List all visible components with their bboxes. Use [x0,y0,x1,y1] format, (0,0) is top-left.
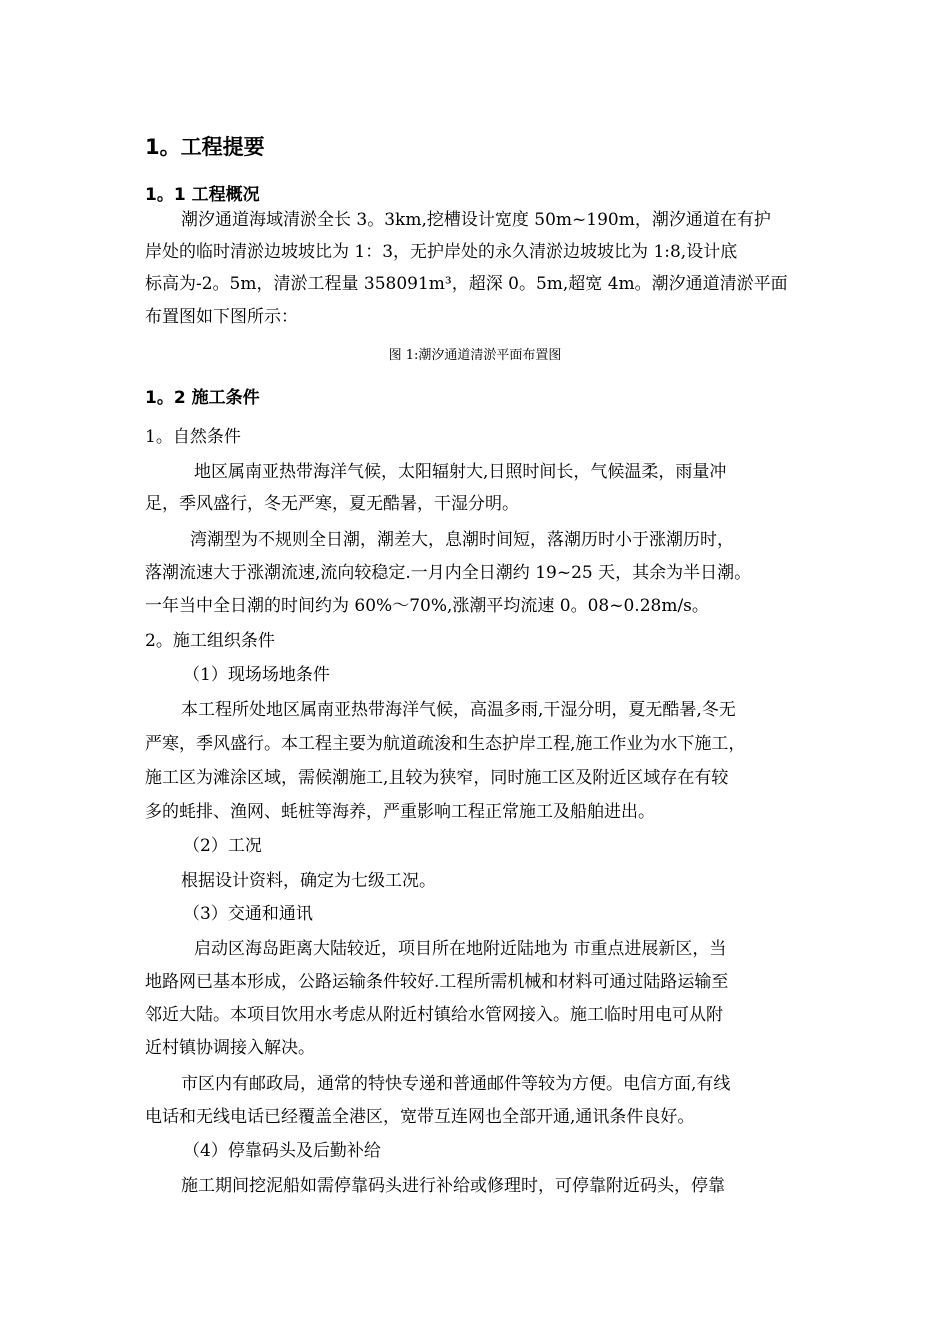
subheading-org: 2。施工组织条件 [145,631,275,651]
figure-caption: 图 1:潮汐通道清淤平面布置图 [388,348,562,363]
body-line: 启动区海岛距离大陆较近，项目所在地附近陆地为 市重点进展新区，当 [194,939,727,959]
subheading-dock: （4）停靠码头及后勤补给 [183,1141,381,1161]
body-line: 潮汐通道海域清淤全长 3。3km,挖槽设计宽度 50m~190m，潮汐通道在有护 [181,210,771,230]
body-line: 邻近大陆。本项目饮用水考虑从附近村镇给水管网接入。施工临时用电可从附 [145,1005,723,1025]
body-line: 根据设计资料，确定为七级工况。 [181,871,436,891]
subheading-site: （1）现场场地条件 [183,665,330,685]
subheading-nature: 1。自然条件 [145,427,241,447]
body-line: 施工期间挖泥船如需停靠码头进行补给或修理时，可停靠附近码头，停靠 [181,1176,725,1196]
body-line: 市区内有邮政局，通常的特快专递和普通邮件等较为方便。电信方面,有线 [181,1074,731,1094]
subheading-work: （2）工况 [183,836,262,856]
body-line: 施工区为滩涂区域，需候潮施工,且较为狭窄，同时施工区及附近区域存在有较 [145,768,729,788]
body-line: 近村镇协调接入解决。 [145,1038,315,1058]
body-line: 足，季风盛行，冬无严寒，夏无酷暑，干湿分明。 [145,494,519,514]
body-line: 严寒，季风盛行。本工程主要为航道疏浚和生态护岸工程,施工作业为水下施工， [145,734,746,754]
body-line: 标高为-2。5m，清淤工程量 358091m³，超深 0。5m,超宽 4m。潮汐通道清淤平面 [145,274,788,294]
body-line: 布置图如下图所示： [145,307,298,327]
body-line: 地路网已基本形成，公路运输条件较好.工程所需机械和材料可通过陆路运输至 [145,972,729,992]
body-line: 地区属南亚热带海洋气候，太阳辐射大,日照时间长，气候温柔，雨量冲 [194,462,727,482]
body-line: 一年当中全日潮的时间约为 60%～70%,涨潮平均流速 0。08~0.28m/s。 [145,596,709,616]
subheading-traffic: （3）交通和通讯 [183,904,313,924]
body-line: 湾潮型为不规则全日潮，潮差大，息潮时间短，落潮历时小于涨潮历时， [190,530,734,550]
body-line: 多的蚝排、渔网、蚝桩等海养，严重影响工程正常施工及船舶进出。 [145,802,655,822]
heading-1-2: 1。2 施工条件 [145,388,260,408]
body-line: 岸处的临时清淤边坡坡比为 1：3，无护岸处的永久清淤边坡坡比为 1:8,设计底 [145,242,738,262]
body-line: 本工程所处地区属南亚热带海洋气候，高温多雨,干湿分明，夏无酷暑,冬无 [181,700,736,720]
body-line: 落潮流速大于涨潮流速,流向较稳定.一月内全日潮约 19~25 天，其余为半日潮。 [145,563,752,583]
heading-1-1: 1。1 工程概况 [145,185,260,205]
body-line: 电话和无线电话已经覆盖全港区，宽带互连网也全部开通,通讯条件良好。 [145,1107,695,1127]
heading-1: 1。工程提要 [145,135,265,159]
